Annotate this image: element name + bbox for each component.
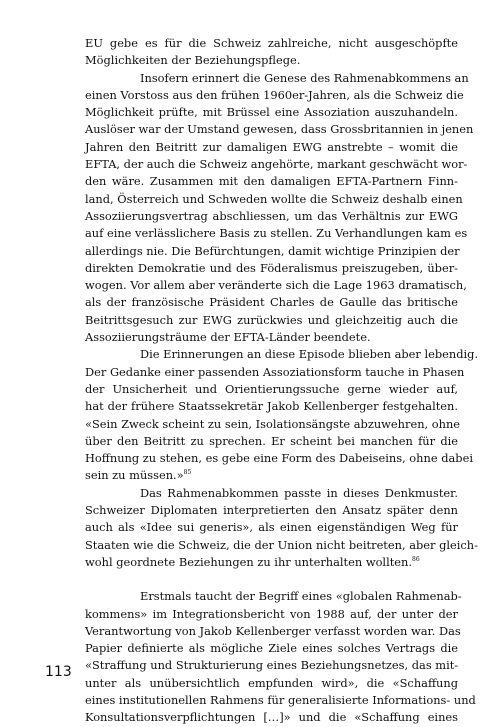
page-number: 113 bbox=[45, 664, 72, 680]
text-line: unter als unübersichtlich empfunden wird», die «Schaffung bbox=[85, 675, 458, 690]
text-line: direkten Demokratie und des Föderalismus preiszugeben, über- bbox=[85, 260, 458, 275]
text-line: EU gebe es für die Schweiz zahlreiche, nicht ausgeschöpfte bbox=[85, 36, 458, 50]
text-line: wogen. Vor allem aber veränderte sich die Lage 1963 dramatisch, bbox=[85, 278, 467, 293]
paragraph bbox=[85, 35, 458, 70]
footnote-ref: 85 bbox=[183, 469, 192, 477]
paragraph bbox=[85, 346, 479, 484]
paragraph bbox=[85, 70, 474, 347]
text-line: Die Erinnerungen an diese Episode blieben aber lebendig. bbox=[140, 347, 479, 362]
text-line: Schweizer Diplomaten interpretierten den Ansatz später denn bbox=[85, 503, 458, 518]
text-line: Verantwortung von Jakob Kellenberger verfasst worden war. Das bbox=[85, 623, 461, 638]
text-line: der Unsicherheit und Orientierungssuche gerne wieder auf, bbox=[85, 381, 458, 396]
text-line: Das Rahmenabkommen passte in dieses Denkmuster. bbox=[140, 485, 458, 500]
text-line: Staaten wie die Schweiz, die der Union nicht beitreten, aber gleich- bbox=[85, 537, 478, 552]
text-line: auf eine verlässlichere Basis zu stellen. Zu Verhandlungen kam es bbox=[85, 226, 468, 241]
text-line: Papier definierte als mögliche Ziele eines solches Vertrags die bbox=[85, 641, 458, 656]
text-line: Konsultationsverpflichtungen […]» und die «Schaffung eines bbox=[85, 710, 458, 725]
paragraph bbox=[85, 485, 478, 571]
text-line: sein zu müssen.»$^{85}$ bbox=[85, 468, 192, 483]
text-line: wohl geordnete Beziehungen zu ihr unterhalten wollten.$^{86}$ bbox=[85, 554, 420, 569]
text-line: Insofern erinnert die Genese des Rahmenabkommens an bbox=[140, 70, 469, 85]
text-line: EFTA, der auch die Schweiz angehörte, markant geschwächt wor- bbox=[85, 157, 468, 172]
text-line: Auslöser war der Umstand gewesen, dass Grossbritannien in jenen bbox=[85, 122, 474, 137]
text-line: kommens» im Integrationsbericht von 1988 auf, der unter der bbox=[85, 606, 458, 621]
text-line: eines institutionellen Rahmens für generalisierte Informations- und bbox=[85, 692, 476, 707]
page-body bbox=[85, 35, 479, 727]
text-line: Assoziierungsvertrag abschliessen, um das Verhältnis zur EWG bbox=[85, 208, 458, 223]
text-line: Beitrittsgesuch zur EWG zurückwies und gleichzeitig auch die bbox=[85, 312, 458, 327]
text-line: über den Beitritt zu sprechen. Er scheint bei manchen für die bbox=[85, 433, 458, 448]
text-line: allerdings nie. Die Befürchtungen, damit wichtige Prinzipien der bbox=[85, 243, 460, 258]
text-line: Möglichkeiten der Beziehungspflege. bbox=[85, 53, 301, 68]
text-line: land, Österreich und Schweden wollte die Schweiz deshalb einen bbox=[85, 191, 463, 206]
text-line: Erstmals taucht der Begriff eines «globalen Rahmenab- bbox=[140, 589, 462, 604]
text-line: Der Gedanke einer passenden Assoziationsform tauche in Phasen bbox=[85, 364, 465, 379]
paragraph bbox=[85, 588, 476, 726]
text-line: Assoziierungsträume der EFTA-Länder beendete. bbox=[85, 330, 371, 345]
text-line: Jahren den Beitritt zur damaligen EWG anstrebte – womit die bbox=[85, 139, 458, 154]
footnote-ref: 86 bbox=[412, 555, 420, 563]
text-line: auch als «Idee sui generis», als einen eigenständigen Weg für bbox=[85, 520, 458, 535]
text-line: einen Vorstoss aus den frühen 1960er-Jahren, als die Schweiz die bbox=[85, 87, 464, 102]
text-line: den wäre. Zusammen mit den damaligen EFTA-Partnern Finn- bbox=[85, 174, 458, 189]
text-line: «Sein Zweck scheint zu sein, Isolationsängste abzuwehren, ohne bbox=[85, 416, 461, 431]
text-line: Hoffnung zu stehen, es gebe eine Form des Dabeiseins, ohne dabei bbox=[85, 451, 473, 466]
text-line: Möglichkeit prüfte, mit Brüssel eine Assoziation auszuhandeln. bbox=[85, 105, 458, 120]
text-line: «Straffung und Strukturierung eines Beziehungsnetzes, das mit- bbox=[85, 658, 459, 673]
text-line: als der französische Präsident Charles de Gaulle das britische bbox=[85, 295, 458, 310]
text-line: hat der frühere Staatssekretär Jakob Kellenberger festgehalten. bbox=[85, 399, 458, 414]
